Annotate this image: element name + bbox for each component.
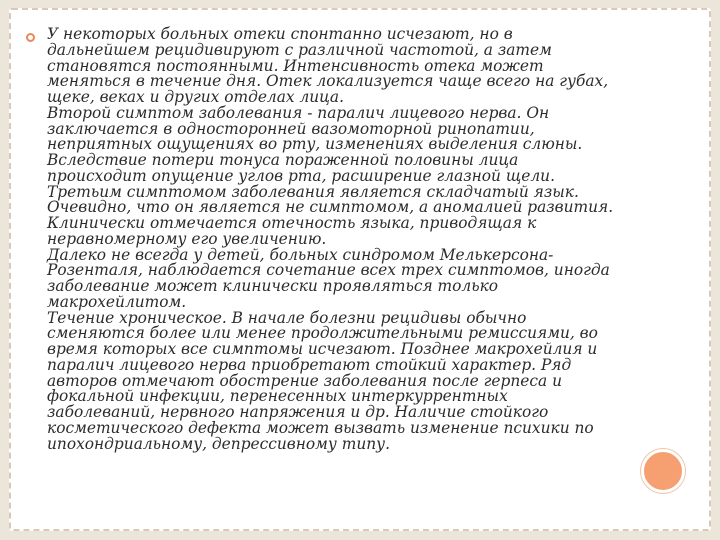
text-line: заболеваний, нервного напряжения и др. Наличие стойкого — [47, 403, 549, 421]
text-line: косметического дефекта может вызвать изменение психики по — [47, 418, 594, 437]
text-line: дальнейшем рецидивируют с различной частотой, а затем — [47, 40, 552, 59]
bullet-ring-icon — [26, 33, 35, 42]
text-line: щеке, веках и других отделах лица. — [47, 88, 344, 106]
text-line: заключается в односторонней вазомоторной ринопатии, — [47, 119, 535, 138]
text-line: У некоторых больных отеки спонтанно исчезают, но в — [47, 25, 513, 43]
text-line: Третьим симптомом заболевания является складчатый язык. — [47, 182, 579, 201]
text-line: становятся постоянными. Интенсивность отека может — [47, 56, 544, 75]
text-line: макрохейлитом. — [47, 292, 187, 311]
text-line: паралич лицевого нерва приобретают стойкий характер. Ряд — [47, 355, 572, 374]
text-line: фокальной инфекции, перенесенных интеркуррентных — [47, 387, 508, 406]
text-line: неравномерному его увеличению. — [47, 229, 327, 248]
text-line: время которых все симптомы исчезают. Позднее макрохейлия и — [47, 340, 598, 358]
text-line: меняться в течение дня. Отек локализуется чаще всего на губах, — [47, 72, 609, 91]
text-line: заболевание может клинически проявляться только — [47, 277, 499, 295]
text-line: Далеко не всегда у детей, больных синдромом Мелькерсона- — [47, 245, 554, 264]
text-line: Розенталя, наблюдается сочетание всех трех симптомов, иногда — [47, 261, 610, 280]
text-line: Течение хроническое. В начале болезни рецидивы обычно — [47, 308, 527, 327]
text-line: ипохондриальному, депрессивному типу. — [47, 434, 390, 453]
text-line: Второй симптом заболевания - паралич лицевого нерва. Он — [47, 103, 550, 122]
text-line: неприятных ощущениях во рту, изменениях выделения слюны. — [47, 135, 583, 154]
accent-circle-icon — [641, 449, 685, 493]
text-line: Очевидно, что он является не симптомом, а аномалией развития. — [47, 198, 614, 217]
text-line: происходит опущение углов рта, расширение глазной щели. — [47, 166, 555, 185]
text-line: авторов отмечают обострение заболевания после герпеса и — [47, 371, 562, 390]
text-line: Вследствие потери тонуса пораженной половины лица — [47, 151, 519, 169]
body-paragraph — [47, 27, 687, 452]
text-line: Клинически отмечается отечность языка, приводящая к — [47, 214, 537, 232]
text-line: сменяются более или менее продолжительными ремиссиями, во — [47, 324, 598, 343]
